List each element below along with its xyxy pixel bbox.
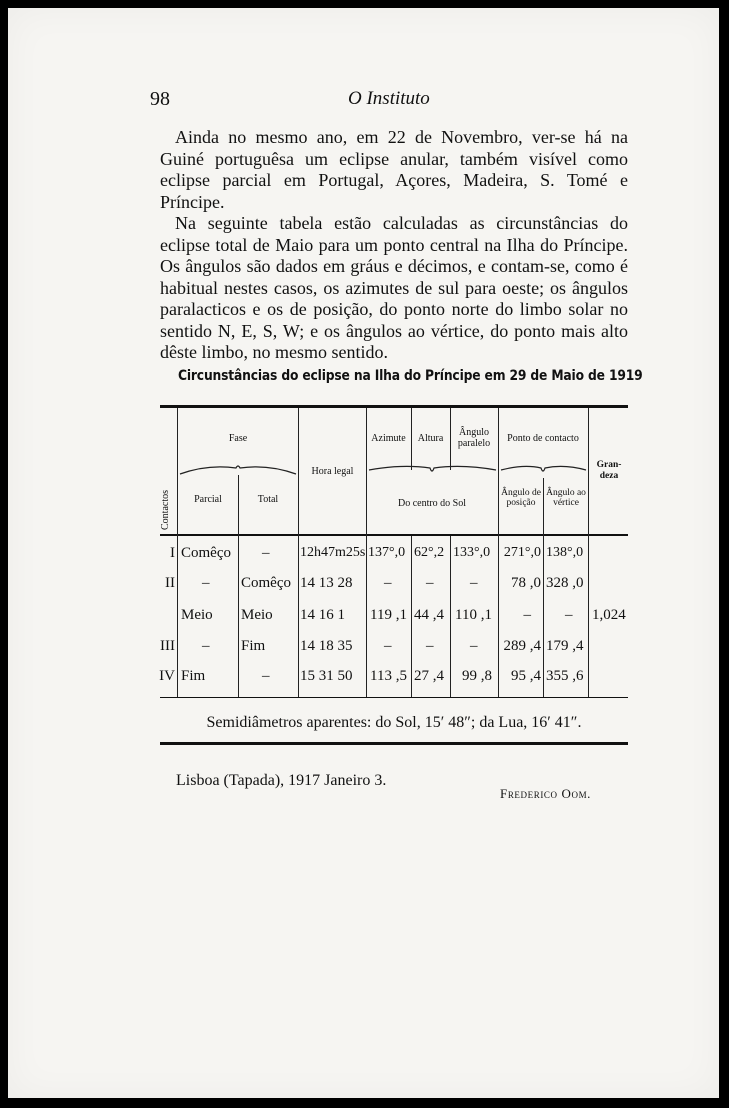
cell-parcial: – [202,575,210,591]
header-altura: Altura [417,433,444,444]
table-title: Circunstâncias do eclipse na Ilha do Príncipe em 29 de Maio de 1919 [178,368,643,384]
cell-altura: – [426,638,434,654]
cell-azimute: 119 ,1 [370,607,407,623]
cell-azimute: 137°,0 [368,545,406,560]
cell-vertice: – [565,607,573,623]
header-parcial: Parcial [194,494,222,505]
paragraph: Na seguinte tabela estão calculadas as circunstâncias do eclipse total de Maio para um ponto central na Ilha do Príncipe. Os ângulos são dados em gráus e décimos, e contam-se, como é habitual nestes casos, os azimutes de sul para oeste; os ângulos paralacticos e os de posição, do ponto norte do limbo solar no sentido N, E, S, W; e os ângulos ao vértice, do ponto mais alto dêste limbo, no mesmo sentido. [160,213,628,362]
cell-posicao: 78 ,0 [511,575,541,591]
header-angulo-posicao: Ângulo de posição [501,488,541,508]
header-ponto-de-contacto: Ponto de contacto [507,433,579,444]
footer-rule [160,742,628,745]
cell-contacto: IV [159,668,175,684]
table-header-rule [160,534,628,536]
cell-contacto: I [170,545,175,561]
col-divider [298,408,299,697]
cell-total: Comêço [241,575,291,591]
cell-grandeza: 1,024 [592,607,626,623]
cell-paralelo: – [470,575,478,591]
cell-azimute: 113 ,5 [370,668,407,684]
cell-posicao: 271°,0 [503,545,541,560]
header-do-centro-do-sol: Do centro do Sol [397,498,467,509]
col-divider [177,408,178,697]
header-grandeza: Gran- deza [596,460,622,481]
cell-hora: 14 16 1 [300,607,345,623]
cell-parcial: Comêço [181,545,231,561]
scan-border-right [719,0,729,1108]
page-number: 98 [150,88,170,110]
cell-parcial: Fim [181,668,206,684]
cell-hora: 14 13 28 [300,575,353,591]
col-divider [238,475,239,697]
cell-hora: 12h47m25s [300,545,366,560]
col-divider [411,536,412,697]
cell-paralelo: 99 ,8 [462,668,492,684]
cell-vertice: 138°,0 [546,545,584,560]
cell-total: Meio [241,607,273,623]
body-text [160,127,628,364]
cell-altura: – [426,575,434,591]
header-contactos: Contactos [160,490,171,530]
author-signature: Frederico Oom. [500,786,592,801]
paragraph: Ainda no mesmo ano, em 22 de Novembro, ver-se há na Guiné portuguêsa um eclipse anular, também visível como eclipse parcial em Portugal, Açores, Madeira, S. Tomé e Príncipe. [160,127,628,212]
table-bottom-rule [160,697,628,698]
cell-altura: 62°,2 [414,545,445,560]
place-date: Lisboa (Tapada), 1917 Janeiro 3. [176,772,387,789]
cell-parcial: Meio [181,607,213,623]
scan-border-bottom [0,1098,729,1108]
cell-paralelo: 110 ,1 [455,607,492,623]
col-divider [450,536,451,697]
scan-border-top [0,0,729,8]
cell-vertice: 179 ,4 [546,638,584,654]
cell-altura: 44 ,4 [414,607,444,623]
header-hora-legal: Hora legal [311,466,354,477]
header-total: Total [257,494,279,505]
cell-altura: 27 ,4 [414,668,444,684]
cell-hora: 14 18 35 [300,638,353,654]
header-azimute: Azimute [371,433,406,444]
cell-paralelo: – [470,638,478,654]
cell-posicao: 95 ,4 [511,668,541,684]
cell-parcial: – [202,638,210,654]
cell-contacto: III [160,638,175,654]
running-header [150,88,630,112]
cell-total: – [262,668,270,684]
cell-hora: 15 31 50 [300,668,353,684]
cell-paralelo: 133°,0 [453,545,491,560]
cell-vertice: 328 ,0 [546,575,584,591]
cell-posicao: – [523,607,531,623]
cell-azimute: – [384,638,392,654]
centro-brace [367,462,498,476]
semidiametros-note: Semidiâmetros aparentes: do Sol, 15′ 48″; da Lua, 16′ 41″. [206,714,582,731]
col-divider [366,408,367,697]
cell-total: Fim [241,638,266,654]
header-fase: Fase [228,433,248,444]
cell-total: – [262,545,270,561]
header-angulo-paralelo: Ângulo paralelo [457,427,491,449]
running-title: O Instituto [348,88,430,109]
table-top-rule [160,405,628,408]
cell-vertice: 355 ,6 [546,668,584,684]
cell-azimute: – [384,575,392,591]
cell-posicao: 289 ,4 [503,638,541,654]
fase-brace [178,462,298,476]
scan-border-left [0,0,8,1108]
header-angulo-vertice: Ângulo ao vértice [546,488,586,508]
col-divider [543,478,544,697]
contacto-brace [499,462,588,476]
col-divider [588,408,589,697]
cell-contacto: II [165,575,175,591]
